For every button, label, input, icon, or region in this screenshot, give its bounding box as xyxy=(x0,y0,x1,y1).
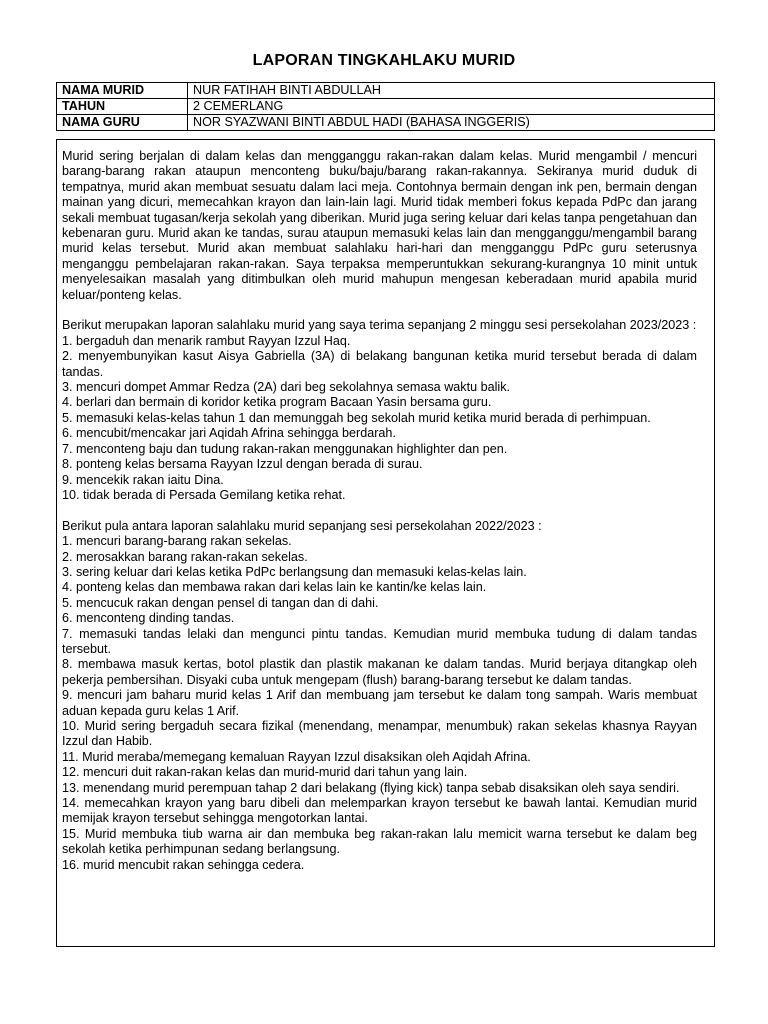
list-item: 7. memasuki tandas lelaki dan mengunci pintu tandas. Kemudian murid membuka tudung di dalam tandas tersebut. xyxy=(62,626,697,656)
list-item: 8. ponteng kelas bersama Rayyan Izzul dengan berada di surau. xyxy=(62,457,423,472)
list-item: 7. menconteng baju dan tudung rakan-rakan menggunakan highlighter dan pen. xyxy=(62,441,508,456)
list-item: 10. tidak berada di Persada Gemilang ketika rehat. xyxy=(62,487,346,502)
info-row xyxy=(57,83,715,99)
list-item: 11. Murid meraba/memegang kemaluan Rayyan Izzul disaksikan oleh Aqidah Afrina. xyxy=(62,749,531,764)
info-row xyxy=(57,115,715,131)
page-title: LAPORAN TINGKAHLAKU MURID xyxy=(252,52,516,69)
list-item: 3. mencuri dompet Ammar Redza (2A) dari beg sekolahnya semasa waktu balik. xyxy=(62,380,510,395)
list-item: 9. mencekik rakan iaitu Dina. xyxy=(62,472,224,487)
paragraph-gap xyxy=(62,503,697,518)
section2-heading: Berikut pula antara laporan salahlaku murid sepanjang sesi persekolahan 2022/2023 : xyxy=(62,518,542,533)
list-item: 5. memasuki kelas-kelas tahun 1 dan memunggah beg sekolah murid ketika murid berada di perhimpuan. xyxy=(62,410,651,425)
list-item: 13. menendang murid perempuan tahap 2 dari belakang (flying kick) tanpa sebab disaksikan oleh saya sendiri. xyxy=(62,780,680,795)
list-item: 4. ponteng kelas dan membawa rakan dari kelas lain ke kantin/ke kelas lain. xyxy=(62,580,487,595)
info-value: 2 CEMERLANG xyxy=(188,99,715,115)
list-item: 3. sering keluar dari kelas ketika PdPc berlangsung dan memasuki kelas-kelas lain. xyxy=(62,564,527,579)
list-item: 2. merosakkan barang rakan-rakan sekelas. xyxy=(62,549,308,564)
list-item: 5. mencucuk rakan dengan pensel di tangan dan di dahi. xyxy=(62,595,379,610)
info-value: NOR SYAZWANI BINTI ABDUL HADI (BAHASA INGGERIS) xyxy=(188,115,715,131)
info-label: TAHUN xyxy=(57,99,188,115)
list-item: 1. mencuri barang-barang rakan sekelas. xyxy=(62,534,292,549)
list-item: 10. Murid sering bergaduh secara fizikal (menendang, menampar, menumbuk) rakan sekelas khasnya Rayyan Izzul dan Habib. xyxy=(62,719,697,749)
list-item: 2. menyembunyikan kasut Aisya Gabriella (3A) di belakang bangunan ketika murid tersebut berada di dalam tandas. xyxy=(62,349,697,379)
list-item: 15. Murid membuka tiub warna air dan membuka beg rakan-rakan lalu memicit warna tersebut ke dalam beg sekolah ketika perhimpunan sedang berlangsung. xyxy=(62,826,697,857)
info-row xyxy=(57,99,715,115)
list-item: 1. bergaduh dan menarik rambut Rayyan Izzul Haq. xyxy=(62,333,351,348)
section2-list xyxy=(62,534,697,873)
list-item: 6. menconteng dinding tandas. xyxy=(62,611,235,626)
list-item: 12. mencuri duit rakan-rakan kelas dan murid-murid dari tahun yang lain. xyxy=(62,765,468,780)
section1-list xyxy=(62,334,697,503)
list-item: 14. memecahkan krayon yang baru dibeli dan melemparkan krayon tersebut ke bawah lantai. Kemudian murid memijak krayon tersebut sehingga mengotorkan lantai. xyxy=(62,796,697,826)
info-value: NUR FATIHAH BINTI ABDULLAH xyxy=(188,83,715,99)
student-info-table xyxy=(56,82,715,131)
list-item: 9. mencuri jam baharu murid kelas 1 Arif dan membuang jam tersebut ke dalam tong sampah. Waris membuat aduan kepada guru kelas 1 Arif. xyxy=(62,688,697,718)
report-content xyxy=(62,149,697,873)
paragraph-gap xyxy=(62,303,697,318)
info-label: NAMA MURID xyxy=(57,83,188,99)
list-item: 4. berlari dan bermain di koridor ketika program Bacaan Yasin bersama guru. xyxy=(62,395,492,410)
list-item: 6. mencubit/mencakar jari Aqidah Afrina sehingga berdarah. xyxy=(62,426,396,441)
section1-heading: Berikut merupakan laporan salahlaku murid yang saya terima sepanjang 2 minggu sesi persekolahan 2023/2023 : xyxy=(62,318,697,333)
list-item: 16. murid mencubit rakan sehingga cedera. xyxy=(62,857,305,872)
intro-paragraph: Murid sering berjalan di dalam kelas dan mengganggu rakan-rakan dalam kelas. Murid mengambil / mencuri barang-barang rakan ataupun menconteng buku/baju/barang rakan-rakannya. Sekiranya murid duduk di tempatnya, murid akan membuat sesuatu dalam laci meja. Contohnya bermain dengan ink pen, bermain dengan mainan yang dicuri, memecahkan krayon dan lain-lain lagi. Murid tidak memberi fokus kepada PdPc dan jarang sekali membuat tugasan/kerja sekolah yang diberikan. Murid juga sering keluar dari kelas tanpa pengetahuan dan kebenaran guru. Murid akan ke tandas, surau ataupun memasuki kelas lain dan mengganggu/mengambil barang murid kelas tersebut. Murid akan membuat salahlaku hari-hari dan mengganggu PdPc guru seterusnya menganggu pembelajaran rakan-rakan. Saya terpaksa memperuntukkan sekurang-kurangnya 10 minit untuk menyelesaikan masalah yang ditimbulkan oleh murid mahupun mengesan keberadaan murid apabila murid keluar/ponteng kelas. xyxy=(62,149,697,302)
list-item: 8. membawa masuk kertas, botol plastik dan plastik makanan ke dalam tandas. Murid berjaya ditangkap oleh pekerja pembersihan. Disyaki cuba untuk mengepam (flush) barang-barang tersebut ke dalam tandas. xyxy=(62,657,697,687)
info-label: NAMA GURU xyxy=(57,115,188,131)
